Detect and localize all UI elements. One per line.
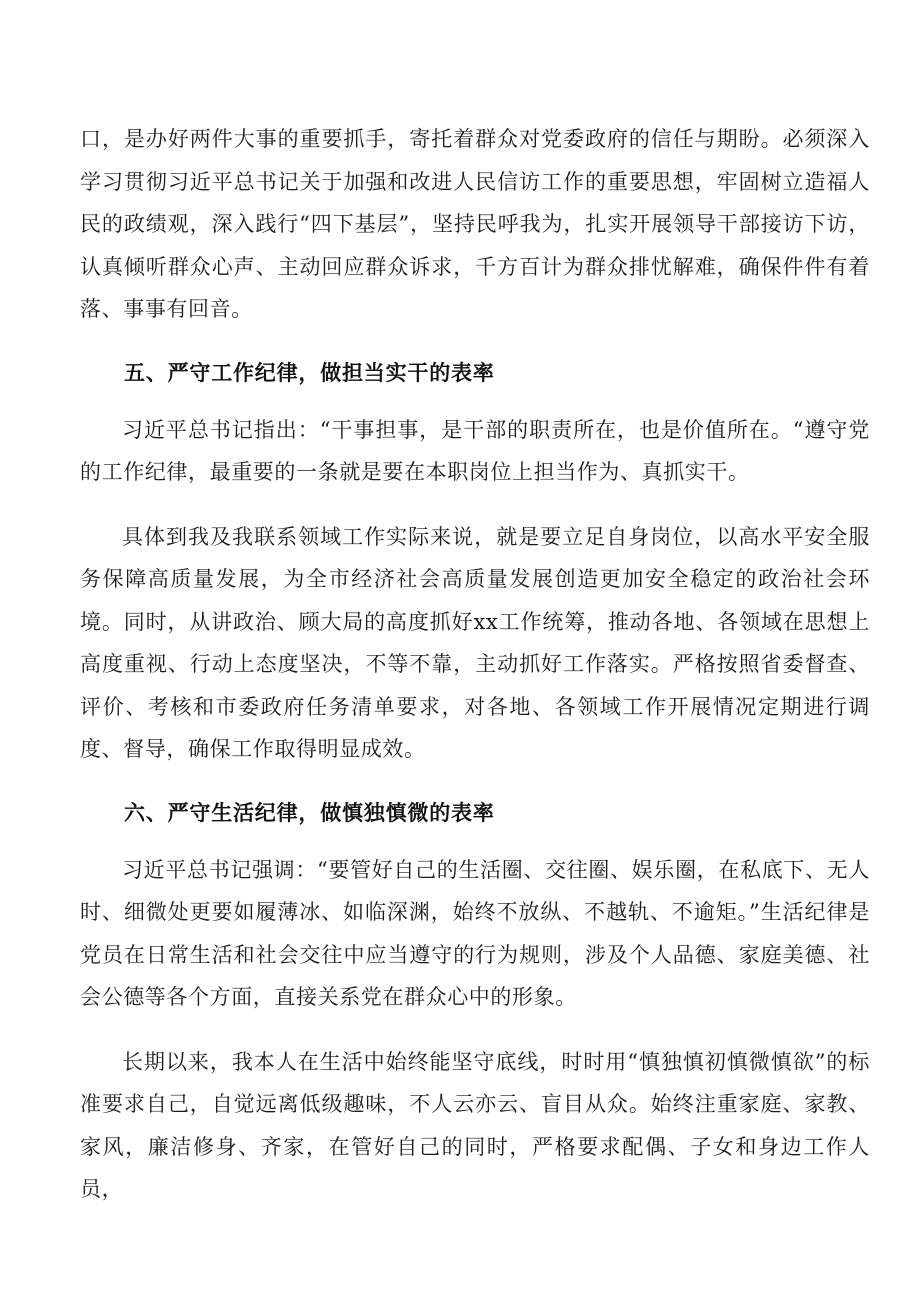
spacer: [80, 771, 870, 793]
section-6-heading: 六、严守生活纪律，做慎独慎微的表率: [124, 800, 495, 825]
spacer: [80, 494, 870, 516]
section-6-paragraph-1: 习近平总书记强调：“要管好自己的生活圈、交往圈、娱乐圈，在私底下、无人时、细微处更要如履薄冰、如临深渊，始终不放纵、不越轨、不逾矩。”生活纪律是党员在日常生活和社会交往中应当遵守的行为规则，涉及个人品德、家庭美德、社会公德等各个方面，直接关系党在群众心中的形象。: [80, 857, 870, 1009]
spacer: [80, 833, 870, 849]
section-5-heading: 五、严守工作纪律，做担当实干的表率: [124, 360, 495, 385]
document-page: [80, 118, 870, 1211]
paragraph-intro: 口，是办好两件大事的重要抓手，寄托着群众对党委政府的信任与期盼。必须深入学习贯彻习近平总书记关于加强和改进人民信访工作的重要思想，牢固树立造福人民的政绩观，深入践行“四下基层”，坚持民呼我为，扎实开展领导干部接访下访，认真倾听群众心声、主动回应群众诉求，千方百计为群众排忧解难，确保件件有着落、事事有回音。: [80, 127, 870, 321]
section-5-paragraph-1: 习近平总书记指出：“干事担事，是干部的职责所在，也是价值所在。“遵守党的工作纪律，最重要的一条就是要在本职岗位上担当作为、真抓实干。: [80, 417, 870, 484]
section-5-paragraph-2: 具体到我及我联系领域工作实际来说，就是要立足自身岗位，以高水平安全服务保障高质量发展，为全市经济社会高质量发展创造更加安全稳定的政治社会环境。同时，从讲政治、顾大局的高度抓好xx工作统筹，推动各地、各领域在思想上高度重视、行动上态度坚决，不等不靠，主动抓好工作落实。严格按照省委督查、评价、考核和市委政府任务清单要求，对各地、各领域工作开展情况定期进行调度、督导，确保工作取得明显成效。: [80, 524, 870, 761]
spacer: [80, 393, 870, 409]
spacer: [80, 1019, 870, 1041]
section-6-paragraph-2: 长期以来，我本人在生活中始终能坚守底线，时时用“慎独慎初慎微慎欲”的标准要求自己，自觉远离低级趣味，不人云亦云、盲目从众。始终注重家庭、家教、家风，廉洁修身、齐家，在管好自己的同时，严格要求配偶、子女和身边工作人员，: [80, 1049, 870, 1201]
spacer: [80, 331, 870, 353]
